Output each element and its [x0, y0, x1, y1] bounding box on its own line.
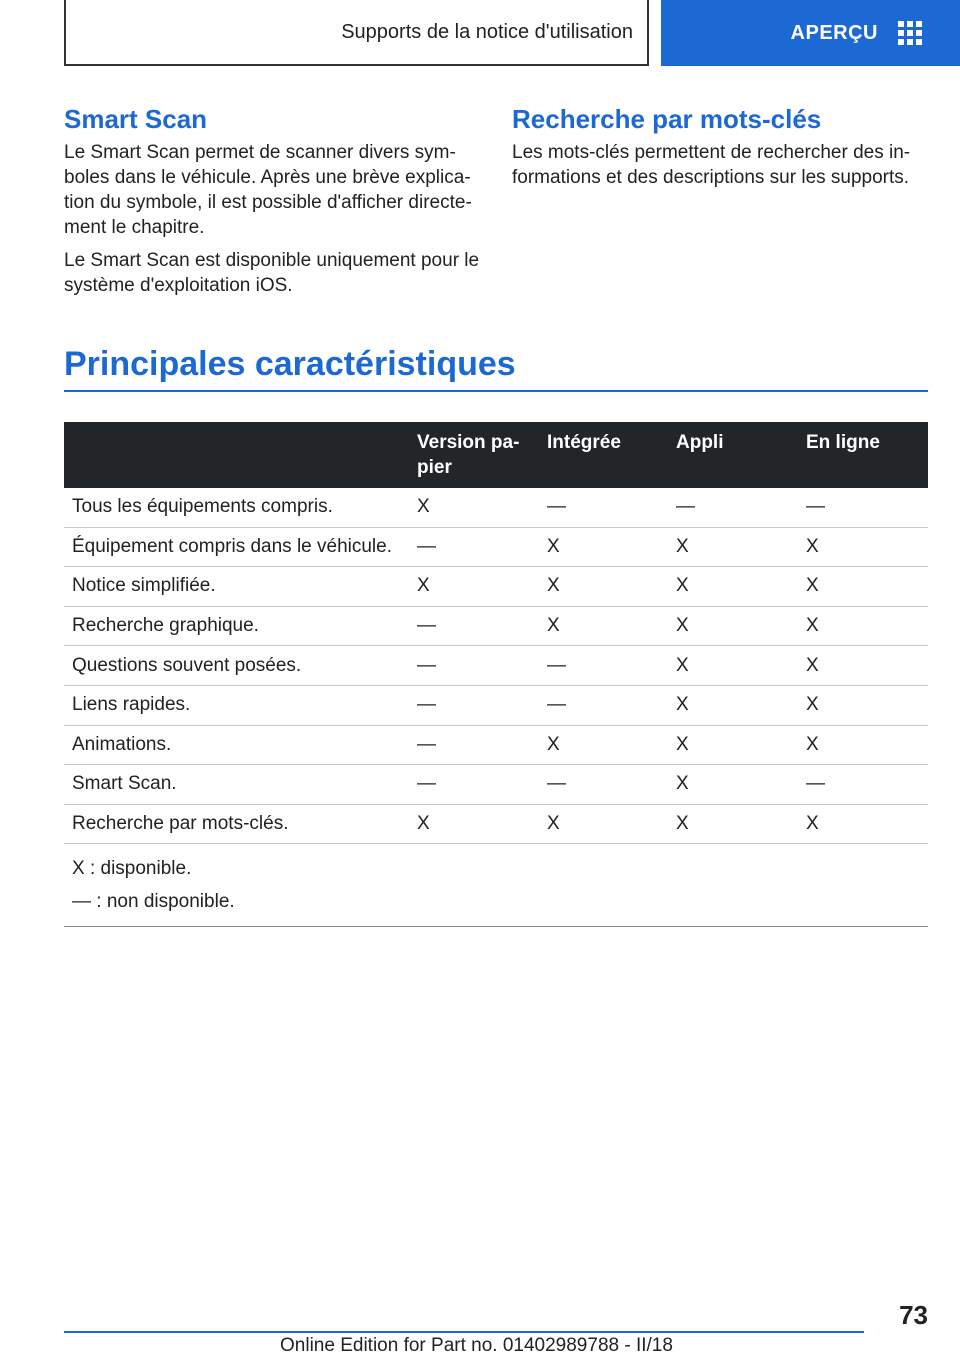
table-cell: —	[547, 773, 566, 795]
header-cell: Intégrée	[547, 432, 621, 453]
table-cell: —	[417, 733, 436, 755]
table-cell: X	[417, 575, 430, 597]
table-cell: Liens rapides.	[72, 694, 191, 716]
table-cell: X	[806, 694, 819, 716]
legend-unavailable: — : non disponible.	[72, 891, 235, 913]
table-cell: —	[547, 694, 566, 716]
table-cell: —	[417, 535, 436, 557]
smart-scan-paragraph-2: Le Smart Scan est disponible uniquement pour le système d'exploitation iOS.	[64, 250, 480, 296]
header-cell: Appli	[676, 432, 724, 453]
features-heading: Principales caractéristiques	[64, 342, 928, 392]
table-cell: Recherche par mots-clés.	[72, 813, 289, 835]
table-row	[64, 686, 928, 726]
table-cell: X	[676, 813, 689, 835]
table-cell: X	[806, 654, 819, 676]
table-cell: Notice simplifiée.	[72, 575, 216, 597]
legend-available: X : disponible.	[72, 858, 192, 880]
header-cell	[64, 422, 409, 488]
table-cell: X	[806, 535, 819, 557]
table-cell: X	[806, 615, 819, 637]
table-cell: X	[547, 813, 560, 835]
page-number: 73	[899, 1300, 928, 1330]
table-cell: —	[547, 654, 566, 676]
table-row	[64, 488, 928, 528]
table-legend	[64, 844, 928, 927]
table-cell: —	[417, 773, 436, 795]
chapter-tab[interactable]	[661, 0, 960, 66]
table-cell: X	[806, 575, 819, 597]
table-cell: X	[547, 535, 560, 557]
header-cell: Version papier	[417, 432, 520, 478]
table-cell: Questions souvent posées.	[72, 654, 302, 676]
keyword-search-paragraph: Les mots-clés permettent de rechercher des informations et des descriptions sur les supports.	[512, 142, 911, 188]
table-cell: X	[547, 733, 560, 755]
footer-divider	[64, 1331, 864, 1333]
table-cell: Recherche graphique.	[72, 615, 259, 637]
table-cell: X	[676, 733, 689, 755]
table-cell: —	[417, 694, 436, 716]
keyword-search-heading: Recherche par mots-clés	[512, 104, 822, 134]
table-cell: X	[417, 496, 430, 518]
chapter-label: APERÇU	[790, 21, 878, 44]
table-cell: —	[547, 496, 566, 518]
table-cell: —	[806, 773, 825, 795]
table-cell: X	[676, 654, 689, 676]
smart-scan-paragraph-1: Le Smart Scan permet de scanner divers symboles dans le véhicule. Après une brève explication du symbole, il est possible d'afficher directement le chapitre.	[64, 142, 472, 238]
features-table	[64, 422, 928, 927]
grid-icon	[898, 21, 922, 45]
table-row	[64, 567, 928, 607]
smart-scan-section	[64, 102, 482, 306]
table-cell: Tous les équipements compris.	[72, 496, 333, 518]
table-cell: X	[676, 535, 689, 557]
table-row	[64, 765, 928, 805]
table-cell: X	[676, 773, 689, 795]
table-row	[64, 805, 928, 845]
table-row	[64, 726, 928, 766]
section-tab[interactable]	[64, 0, 649, 66]
table-cell: X	[676, 615, 689, 637]
header-cell: En ligne	[806, 432, 880, 453]
edition-text: Online Edition for Part no. 01402989788 - II/18	[280, 1335, 673, 1356]
table-cell: X	[547, 615, 560, 637]
keyword-search-section	[512, 102, 930, 198]
table-cell: Équipement compris dans le véhicule.	[72, 535, 393, 557]
table-cell: X	[547, 575, 560, 597]
page-header	[0, 0, 960, 66]
table-cell: —	[417, 615, 436, 637]
table-cell: X	[676, 575, 689, 597]
table-cell: —	[676, 496, 695, 518]
table-cell: Smart Scan.	[72, 773, 177, 795]
table-row	[64, 607, 928, 647]
table-header	[64, 422, 928, 488]
table-cell: X	[806, 813, 819, 835]
table-cell: Animations.	[72, 733, 172, 755]
section-title: Supports de la notice d'utilisation	[341, 20, 633, 43]
table-cell: X	[417, 813, 430, 835]
table-row	[64, 528, 928, 568]
table-cell: X	[676, 694, 689, 716]
table-cell: X	[806, 733, 819, 755]
table-cell: —	[806, 496, 825, 518]
smart-scan-heading: Smart Scan	[64, 104, 208, 134]
table-cell: —	[417, 654, 436, 676]
table-row	[64, 646, 928, 686]
